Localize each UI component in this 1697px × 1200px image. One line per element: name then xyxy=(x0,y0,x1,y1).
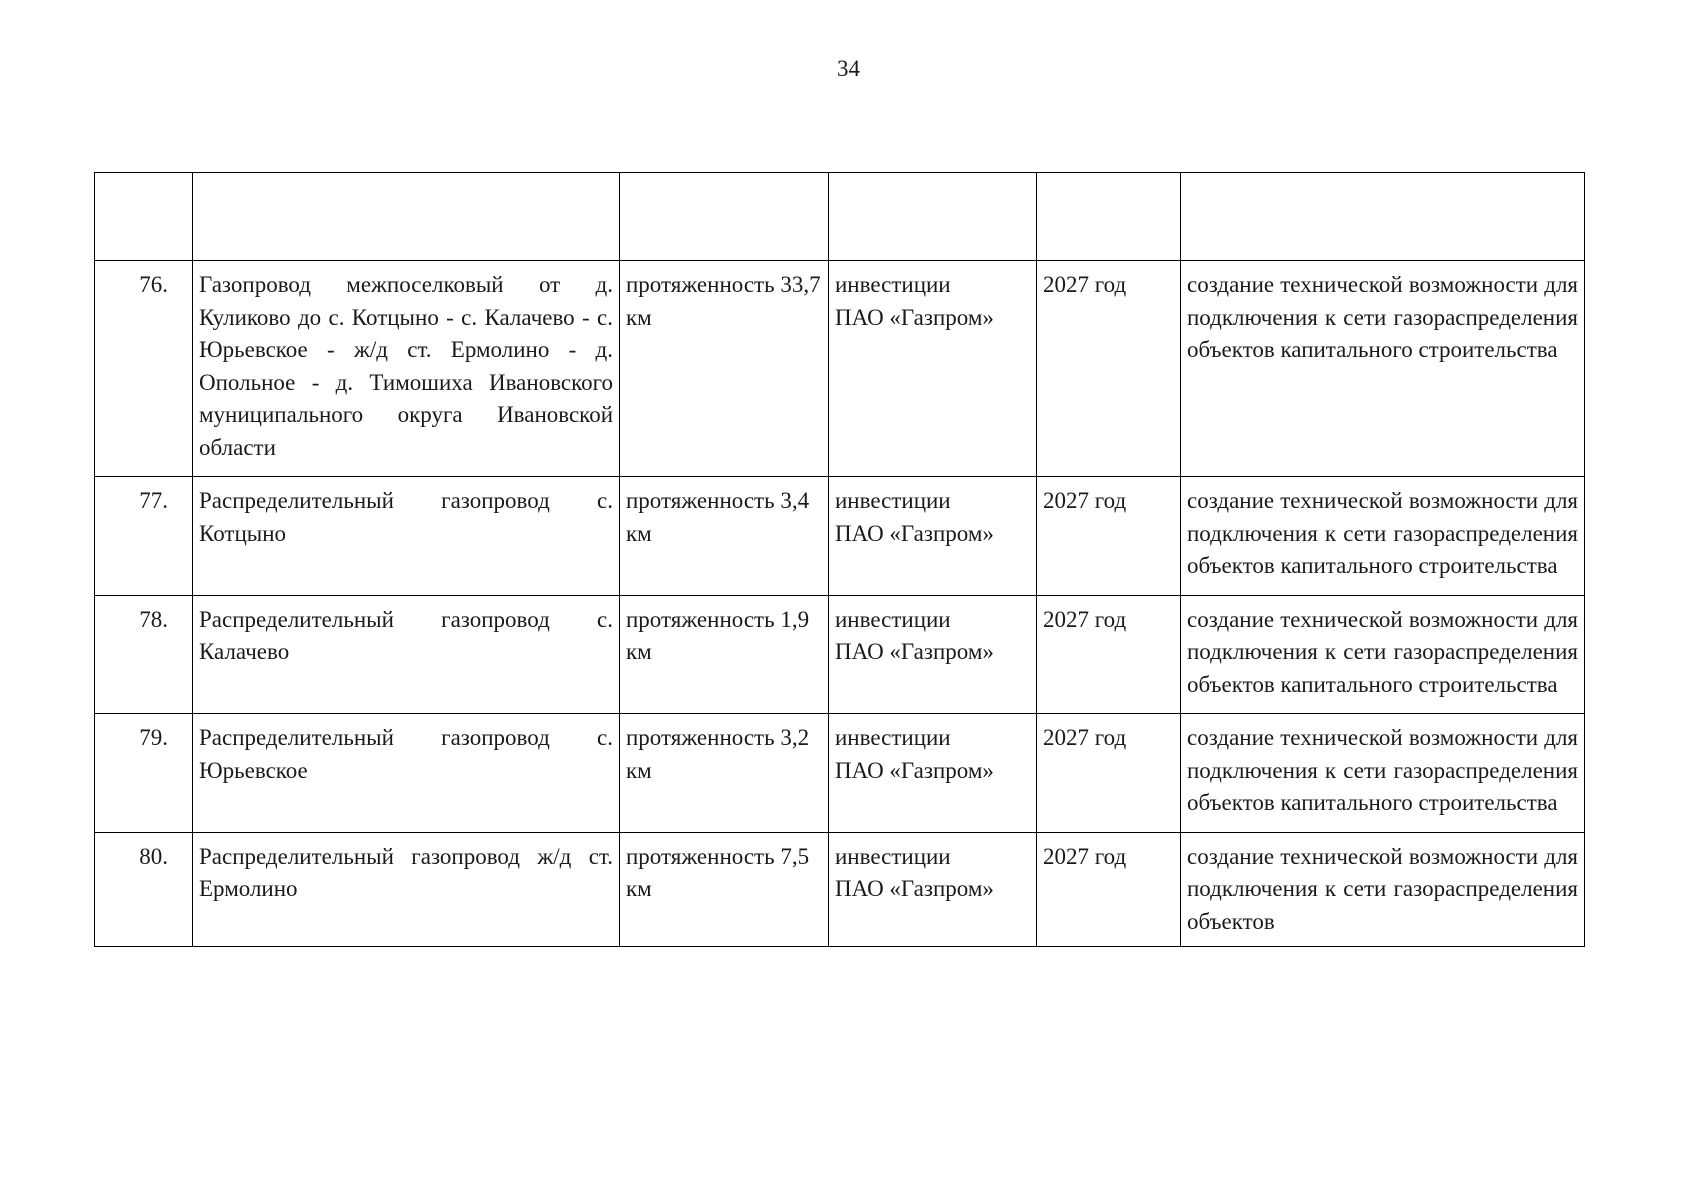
page-number: 34 xyxy=(837,56,860,81)
header-cell-source xyxy=(829,173,1037,261)
table-row xyxy=(95,261,1585,477)
year: 2027 год xyxy=(1037,595,1181,714)
funding-source xyxy=(829,832,1037,947)
length: протяженность 3,2 км xyxy=(620,714,829,833)
funding-source-line2: ПАО «Газпром» xyxy=(835,876,994,901)
funding-source xyxy=(829,714,1037,833)
investment-table xyxy=(94,172,1585,947)
funding-source-line1: инвестиции xyxy=(835,725,951,750)
header-cell-object xyxy=(193,173,620,261)
row-number: 79. xyxy=(95,714,193,833)
object-name: Распределительный газопровод ж/д ст. Ермолино xyxy=(193,832,620,947)
funding-source-line2: ПАО «Газпром» xyxy=(835,639,994,664)
row-number: 77. xyxy=(95,477,193,596)
length: протяженность 3,4 км xyxy=(620,477,829,596)
row-number: 80. xyxy=(95,832,193,947)
table-row xyxy=(95,595,1585,714)
funding-source-line2: ПАО «Газпром» xyxy=(835,520,994,546)
funding-source xyxy=(829,595,1037,714)
funding-source xyxy=(829,477,1037,596)
object-name: Распределительный газопровод с. Калачево xyxy=(193,595,620,714)
header-cell-year xyxy=(1037,173,1181,261)
table-header-row xyxy=(95,173,1585,261)
row-number: 76. xyxy=(95,261,193,477)
funding-source-line1: инвестиции xyxy=(835,488,951,513)
funding-source-line2: ПАО «Газпром» xyxy=(835,757,994,783)
purpose: создание технической возможности для подключения к сети газораспределения объектов xyxy=(1181,832,1585,947)
purpose: создание технической возможности для подключения к сети газораспределения объектов капитального строительства xyxy=(1181,595,1585,714)
purpose: создание технической возможности для подключения к сети газораспределения объектов капитального строительства xyxy=(1181,477,1585,596)
object-name: Распределительный газопровод с. Котцыно xyxy=(193,477,620,596)
table-row xyxy=(95,832,1585,947)
length: протяженность 1,9 км xyxy=(620,595,829,714)
purpose: создание технической возможности для подключения к сети газораспределения объектов капитального строительства xyxy=(1181,714,1585,833)
object-name: Газопровод межпоселковый от д. Куликово до с. Котцыно - с. Калачево - с. Юрьевское - ж/д ст. Ермолино - д. Опольное - д. Тимошиха Ивановского муниципального округа Ивановской области xyxy=(193,261,620,477)
purpose: создание технической возможности для подключения к сети газораспределения объектов капитального строительства xyxy=(1181,261,1585,477)
year: 2027 год xyxy=(1037,261,1181,477)
header-cell-purpose xyxy=(1181,173,1585,261)
table-row xyxy=(95,714,1585,833)
row-number: 78. xyxy=(95,595,193,714)
funding-source-line2: ПАО «Газпром» xyxy=(835,304,994,330)
length: протяженность 33,7 км xyxy=(620,261,829,477)
header-cell-number xyxy=(95,173,193,261)
funding-source-line1: инвестиции xyxy=(835,843,951,869)
table-row xyxy=(95,477,1585,596)
year: 2027 год xyxy=(1037,832,1181,947)
header-cell-length xyxy=(620,173,829,261)
length: протяженность 7,5 км xyxy=(620,832,829,947)
year: 2027 год xyxy=(1037,714,1181,833)
funding-source-line1: инвестиции xyxy=(835,606,951,632)
year: 2027 год xyxy=(1037,477,1181,596)
funding-source-line1: инвестиции xyxy=(835,272,951,297)
object-name: Распределительный газопровод с. Юрьевское xyxy=(193,714,620,833)
funding-source xyxy=(829,261,1037,477)
